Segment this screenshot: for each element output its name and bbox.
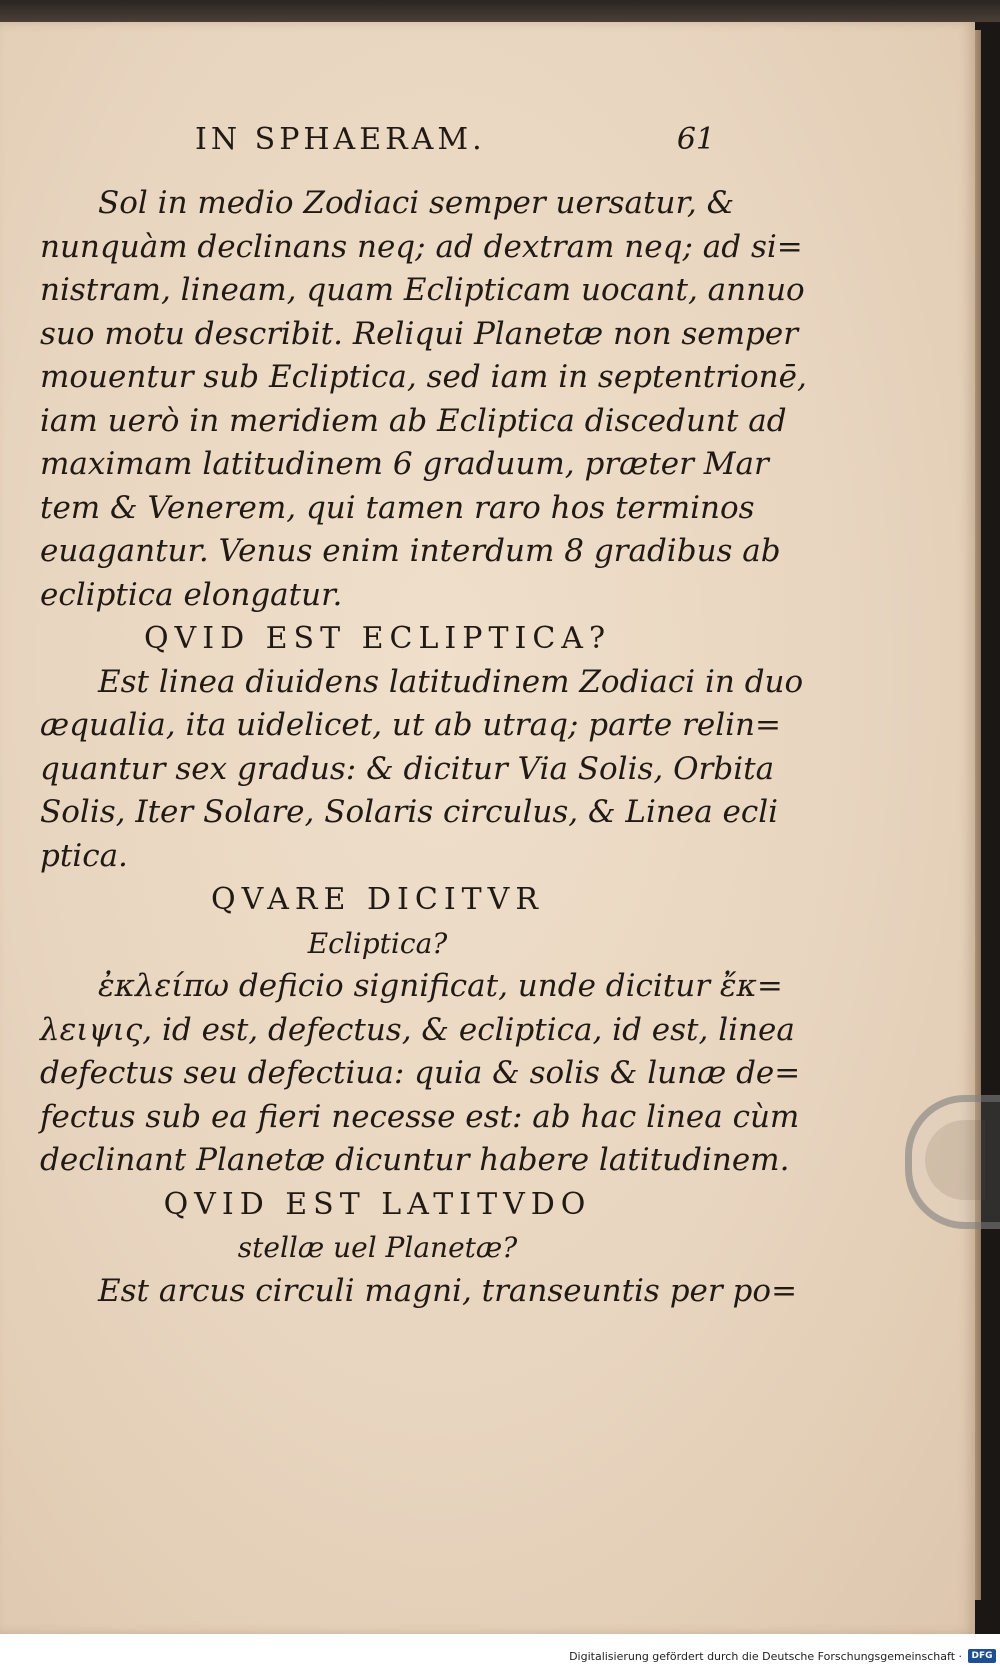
text-line: defectus seu defectiua: quia & solis & lunæ de= [40, 1055, 801, 1091]
text-line: iam uerò in meridiem ab Ecliptica discedunt ad [40, 402, 787, 439]
text-line: Est arcus circuli magni, transeuntis per po= [98, 1272, 798, 1309]
digitization-credit: Digitalisierung gefördert durch die Deutsche Forschungsgemeinschaft · [569, 1650, 962, 1663]
folio-number: 61 [676, 122, 715, 157]
section-heading: QVID EST ECLIPTICA? [143, 621, 612, 656]
text-line: ptica. [40, 837, 128, 874]
scan-background-top [0, 0, 1000, 22]
text-line: euagantur. Venus enim interdum 8 gradibus ab [40, 533, 781, 569]
section-subheading: stellæ uel Planetæ? [237, 1231, 518, 1264]
text-line: λειψις, id est, defectus, & ecliptica, id est, linea [40, 1011, 795, 1048]
text-line: maximam latitudinem 6 graduum, præter Mar [40, 446, 769, 482]
text-line: declinant Planetæ dicuntur habere latitudinem. [40, 1142, 790, 1178]
text-line: ecliptica elongatur. [40, 576, 343, 613]
text-line: suo motu describit. Reliqui Planetæ non semper [40, 315, 799, 352]
text-line: Est linea diuidens latitudinem Zodiaci in duo [98, 663, 804, 700]
text-line: æqualia, ita uidelicet, ut ab utraq; parte relin= [40, 707, 781, 743]
section-heading: QVID EST LATITVDO [163, 1186, 592, 1222]
text-line: fectus sub ea fieri necesse est: ab hac linea cùm [40, 1098, 800, 1135]
page-clip [905, 1095, 1000, 1229]
text-line: nistram, lineam, quam Eclipticam uocant, annuo [40, 272, 805, 308]
text-line: mouentur sub Ecliptica, sed iam in septentrionē, [40, 359, 807, 395]
section-heading: QVARE DICITVR [211, 882, 544, 917]
text-line: quantur sex gradus: & dicitur Via Solis, Orbita [40, 750, 775, 787]
section-subheading: Ecliptica? [307, 926, 448, 960]
book-page [0, 22, 975, 1634]
text-line: nunquàm declinans neq; ad dextram neq; ad si= [40, 228, 803, 265]
dfg-logo: DFG [968, 1649, 996, 1663]
text-line: Solis, Iter Solare, Solaris circulus, & Linea ecli [40, 794, 779, 830]
running-head [40, 122, 715, 182]
text-line: Sol in medio Zodiaci semper uersatur, & [98, 185, 735, 221]
text-line: ἐκλείπω deficio significat, unde dicitur ἔκ= [98, 968, 783, 1004]
text-line: tem & Venerem, qui tamen raro hos terminos [40, 489, 755, 526]
running-head-title: IN SPHAERAM. [195, 122, 486, 157]
page-text-block [40, 122, 807, 1313]
